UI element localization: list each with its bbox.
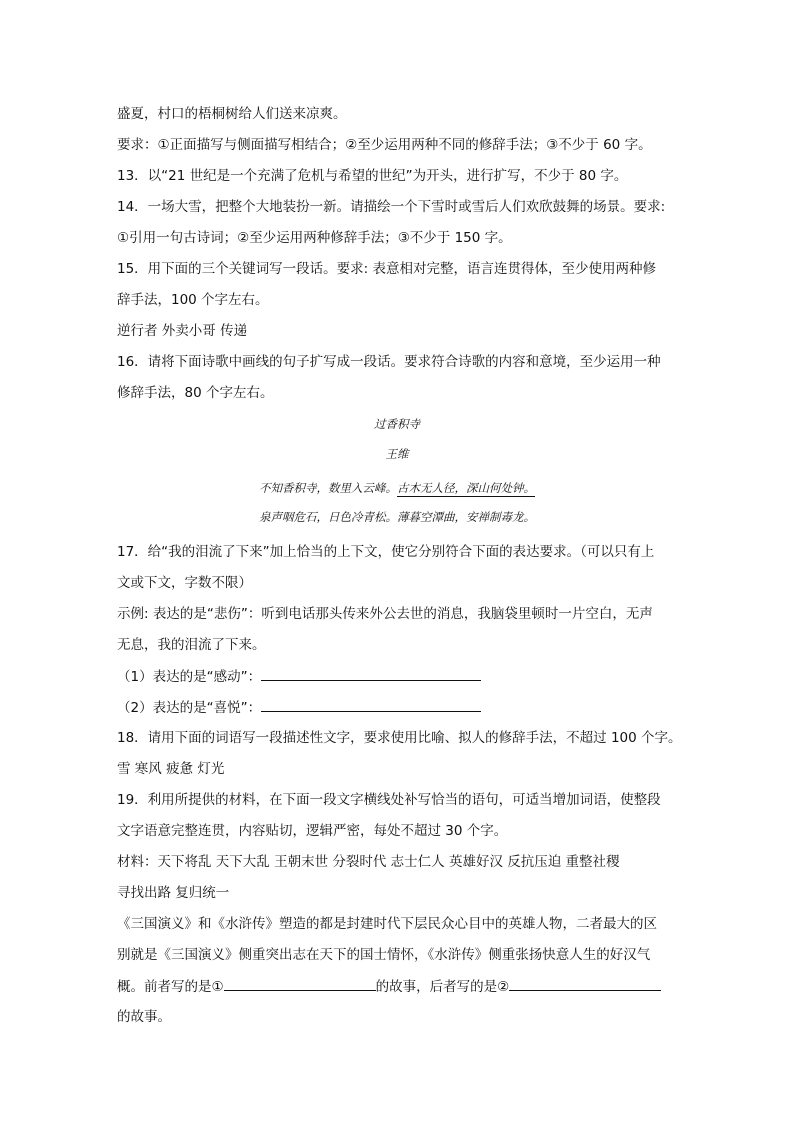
text-line: 无息，我的泪流了下来。: [117, 637, 266, 653]
answer-label: （2）表达的是“喜悦”：: [117, 700, 262, 716]
poem-line-1-plain: 不知香积寺，数里入云峰。: [259, 481, 397, 495]
text-line: 《三国演义》和《水浒传》塑造的都是封建时代下层民众心目中的英雄人物，二者最大的区: [117, 916, 657, 932]
answer-label: （1）表达的是“感动”：: [117, 669, 262, 685]
material-line: 材料：天下将乱 天下大乱 王朝末世 分裂时代 志士仁人 英雄好汉 反抗压迫 重整社稷: [117, 854, 620, 870]
fill-text: 的故事，后者写的是②: [375, 979, 510, 995]
question-16: 16．请将下面诗歌中画线的句子扩写成一段话。要求符合诗歌的内容和意境，至少运用一种: [117, 354, 661, 370]
keywords: 逆行者 外卖小哥 传递: [117, 323, 248, 339]
question-17: 17．给“我的泪流了下来”加上恰当的上下文，使它分别符合下面的表达要求。（可以只有上: [117, 544, 655, 560]
text-line: ①引用一句古诗词；②至少运用两种修辞手法；③不少于 150 字。: [117, 230, 512, 246]
material-line: 寻找出路 复归统一: [117, 885, 230, 901]
example-line: 示例: 表达的是“悲伤”：听到电话那头传来外公去世的消息，我脑袋里顿时一片空白，无声: [117, 606, 653, 622]
question-18: 18．请用下面的词语写一段描述性文字，要求使用比喻、拟人的修辞手法，不超过 100 个字。: [117, 730, 682, 746]
answer-blank-1[interactable]: [224, 977, 376, 991]
text-line: 文或下文，字数不限）: [117, 575, 252, 591]
question-14: 14．一场大雪，把整个大地装扮一新。请描绘一个下雪时或雪后人们欢欣鼓舞的场景。要求:: [117, 199, 666, 215]
question-19: 19．利用所提供的材料，在下面一段文字横线处补写恰当的语句，可适当增加词语，使整段: [117, 792, 661, 808]
text-line: 文字语意完整连贯，内容贴切，逻辑严密，每处不超过 30 个字。: [117, 823, 508, 839]
poem-underlined-text: 古木无人径，深山何处钟。: [397, 481, 535, 495]
question-15: 15．用下面的三个关键词写一段话。要求: 表意相对完整，语言连贯得体，至少使用两种修: [117, 261, 657, 277]
text-line: 辞手法，100 个字左右。: [117, 292, 269, 308]
answer-line-2: [117, 698, 481, 717]
fill-line: [117, 977, 661, 996]
poem-line-1: [0, 480, 794, 496]
poem-title: 过香积寺: [374, 417, 420, 431]
answer-blank[interactable]: [261, 698, 481, 712]
text-line: 盛夏，村口的梧桐树给人们送来凉爽。: [117, 106, 347, 122]
keywords: 雪 寒风 疲惫 灯光: [117, 761, 225, 777]
poem-line-2: 泉声咽危石，日色冷青松。薄暮空潭曲，安禅制毒龙。: [259, 510, 535, 524]
fill-text: 概。前者写的是①: [117, 979, 224, 995]
answer-blank-2[interactable]: [509, 977, 661, 991]
text-line: 要求：①正面描写与侧面描写相结合；②至少运用两种不同的修辞手法；③不少于 60 字。: [117, 137, 652, 153]
question-13: 13．以“21 世纪是一个充满了危机与希望的世纪”为开头，进行扩写，不少于 80 字。: [117, 168, 628, 184]
poem-author: 王维: [385, 447, 409, 461]
text-line: 修辞手法，80 个字左右。: [117, 385, 274, 401]
text-line: 的故事。: [117, 1009, 171, 1025]
text-line: 别就是《三国演义》侧重突出志在天下的国士情怀，《水浒传》侧重张扬快意人生的好汉气: [117, 947, 651, 963]
answer-blank[interactable]: [261, 667, 481, 681]
answer-line-1: [117, 667, 481, 686]
